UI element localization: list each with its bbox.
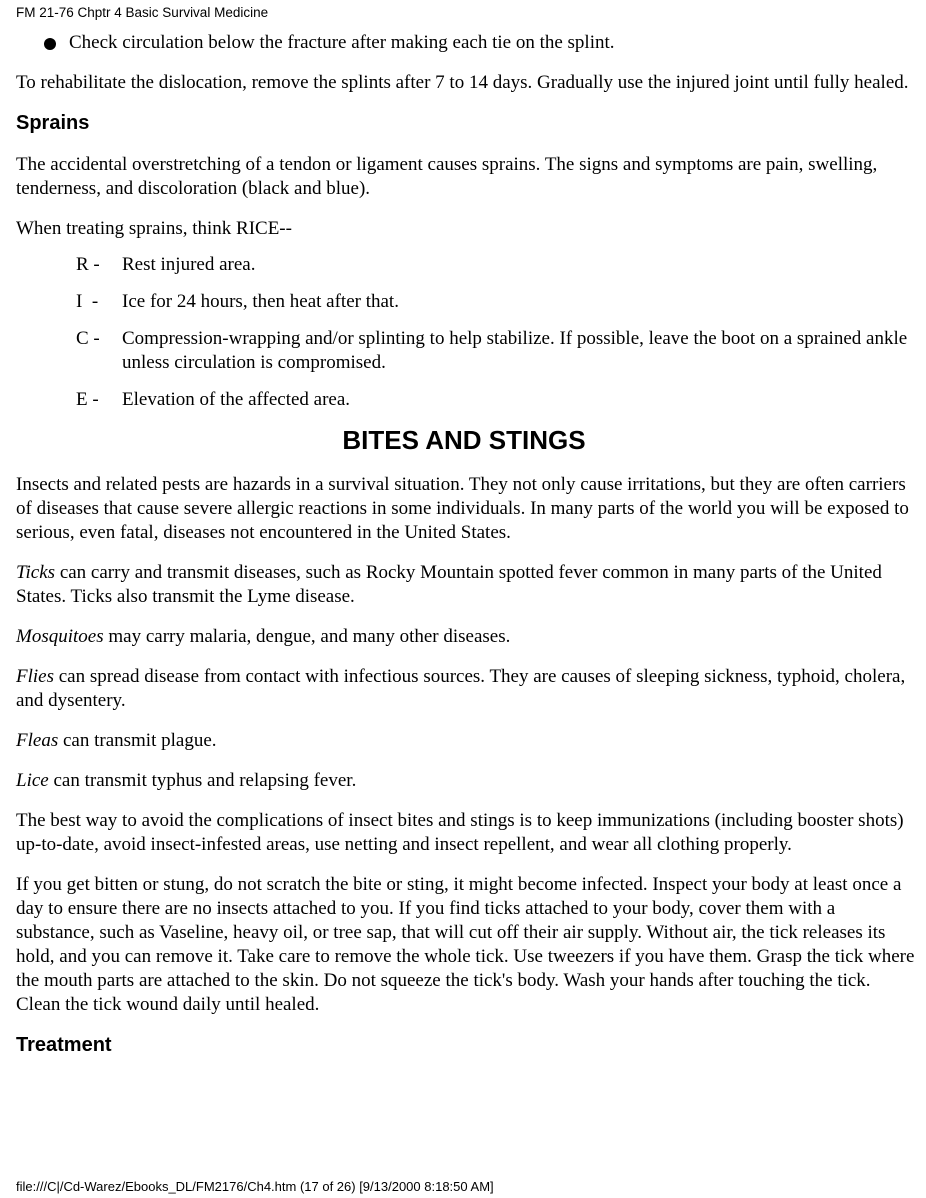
- rice-intro: When treating sprains, think RICE--: [16, 218, 292, 239]
- bullet-text: Check circulation below the fracture after making each tie on the splint.: [69, 32, 615, 53]
- fleas-paragraph: [16, 729, 916, 753]
- page-header: FM 21-76 Chptr 4 Basic Survival Medicine: [16, 5, 269, 20]
- rice-text: Compression-wrapping and/or splinting to help stabilize. If possible, leave the boot on a sprained ankle unless circulation is compromised.: [122, 328, 908, 373]
- fleas-term: Fleas: [16, 730, 59, 751]
- mosquitoes-text: may carry malaria, dengue, and many other diseases.: [103, 626, 511, 647]
- lice-term: Lice: [16, 770, 49, 791]
- rice-text: Rest injured area.: [122, 254, 256, 275]
- lice-paragraph: [16, 769, 916, 793]
- rice-text: Elevation of the affected area.: [122, 389, 351, 410]
- bitten-paragraph: If you get bitten or stung, do not scratch the bite or sting, it might become infected. Inspect your body at least once a day to ensure there are no insects attached to you. If you find ticks attached to your body, cover them with a substance, such as Vaseline, heavy oil, or tree sap, that will cut off their air supply. Without air, the tick releases its hold, and you can remove it. Take care to remove the whole tick. Use tweezers if you have them. Grasp the tick where the mouth parts are attached to the skin. Do not squeeze the tick's body. Wash your hands after touching the tick. Clean the tick wound daily until healed.: [16, 874, 915, 1015]
- rice-letter: E -: [76, 389, 99, 410]
- rice-item: [76, 253, 916, 277]
- avoid-paragraph: The best way to avoid the complications of insect bites and stings is to keep immunizations (including booster shots) up-to-date, avoid insect-infested areas, use netting and insect repellent, and wear all clothing properly.: [16, 810, 904, 855]
- rice-letter: C -: [76, 328, 100, 349]
- rice-text: Ice for 24 hours, then heat after that.: [122, 291, 399, 312]
- document-body: [16, 31, 916, 1075]
- flies-paragraph: [16, 665, 916, 713]
- rehab-paragraph: To rehabilitate the dislocation, remove the splints after 7 to 14 days. Gradually use the injured joint until fully healed.: [16, 72, 909, 93]
- fleas-text: can transmit plague.: [58, 730, 217, 751]
- mosquitoes-paragraph: [16, 625, 916, 649]
- rice-list: [76, 253, 916, 412]
- bites-heading: BITES AND STINGS: [342, 425, 586, 455]
- rice-item: [76, 290, 916, 314]
- rice-letter: R -: [76, 254, 100, 275]
- bullet-item: [44, 31, 916, 55]
- rice-letter: I -: [76, 291, 99, 312]
- treatment-heading: Treatment: [16, 1034, 112, 1056]
- mosquitoes-term: Mosquitoes: [16, 626, 104, 647]
- sprains-paragraph: The accidental overstretching of a tendon or ligament causes sprains. The signs and symptoms are pain, swelling, tenderness, and discoloration (black and blue).: [16, 154, 878, 199]
- lice-text: can transmit typhus and relapsing fever.: [48, 770, 357, 791]
- rice-item: [76, 327, 916, 375]
- ticks-term: Ticks: [16, 562, 56, 583]
- page-footer: file:///C|/Cd-Warez/Ebooks_DL/FM2176/Ch4.htm (17 of 26) [9/13/2000 8:18:50 AM]: [16, 1179, 494, 1194]
- rice-item: [76, 388, 916, 412]
- sprains-heading: Sprains: [16, 112, 90, 134]
- flies-text: can spread disease from contact with infectious sources. They are causes of sleeping sickness, typhoid, cholera, and dysentery.: [16, 666, 906, 711]
- bites-intro: Insects and related pests are hazards in a survival situation. They not only cause irritations, but they are often carriers of diseases that cause severe allergic reactions in some individuals. In many parts of the world you will be exposed to serious, even fatal, diseases not encountered in the United States.: [16, 474, 909, 543]
- ticks-paragraph: [16, 561, 916, 609]
- flies-term: Flies: [16, 666, 54, 687]
- ticks-text: can carry and transmit diseases, such as Rocky Mountain spotted fever common in many parts of the United States. Ticks also transmit the Lyme disease.: [16, 562, 882, 607]
- bullet-icon: [44, 38, 56, 50]
